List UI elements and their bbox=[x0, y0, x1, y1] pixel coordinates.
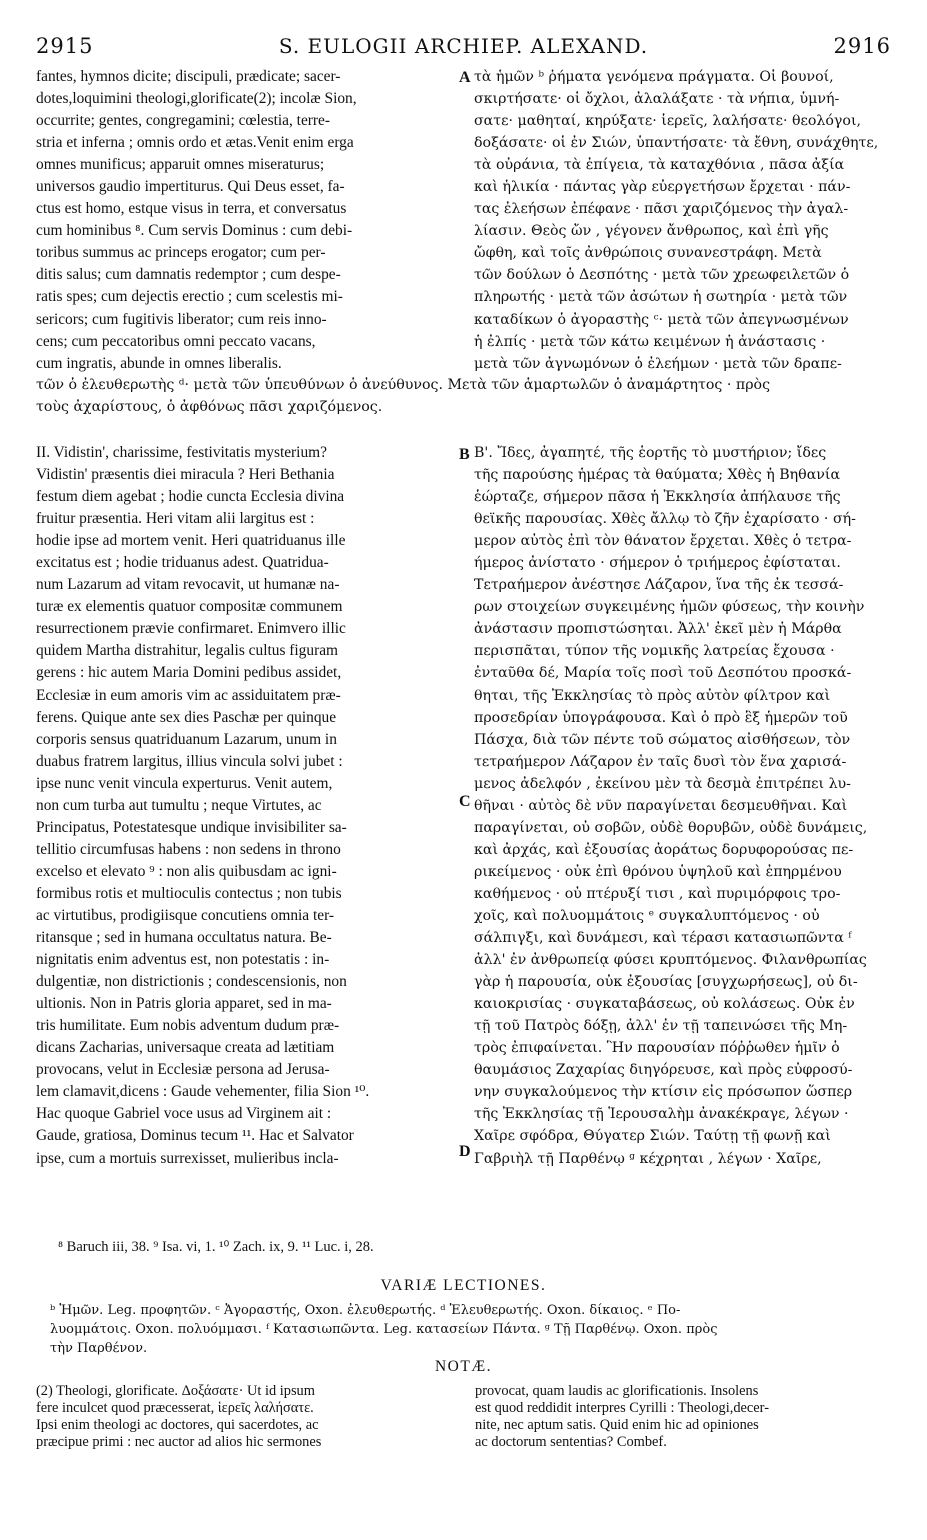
greek-text-line: προσεδρίαν ὑπογράφουσα. Καὶ ὁ πρὸ ἓξ ἡμερῶν τοῦ bbox=[474, 709, 848, 726]
margin-marker-a: A bbox=[459, 69, 471, 86]
latin-text-line: ac virtutibus, prodigiisque concutiens omnia ter- bbox=[36, 906, 335, 924]
latin-text-line: provocans, velut in Ecclesiæ persona ad Jerusa- bbox=[36, 1061, 330, 1079]
greek-text-line: ρικείμενος · οὐκ ἐπὶ θρόνου ὑψηλοῦ καὶ ἐπηρμένου bbox=[474, 863, 842, 880]
page-header bbox=[36, 34, 891, 66]
latin-text-line: cens; cum peccatoribus omni peccato vacans, bbox=[36, 332, 316, 350]
latin-text-line: corporis sensus quatriduanum Lazarum, unum in bbox=[36, 730, 337, 748]
greek-text-line: τῆς Ἐκκλησίας τῇ Ἱερουσαλὴμ ἀνακέκραγε, λέγων · bbox=[474, 1106, 849, 1123]
greek-text-line: θεϊκῆς παρουσίας. Χθὲς ἄλλῳ τὸ ζῆν ἐχαρίσατο · σή- bbox=[474, 511, 856, 528]
greek-text-line: τοὺς ἀχαρίστους, ὁ ἀφθόνως πᾶσι χαριζόμενος. bbox=[36, 399, 383, 416]
variae-lectiones bbox=[50, 1301, 889, 1358]
latin-text-line: formibus rotis et multioculis contectus ; non tubis bbox=[36, 884, 342, 902]
greek-text-line: τας ἐλεήσων ἐπέφανε · πᾶσι χαριζόμενος τὴν ἀγαλ- bbox=[474, 201, 849, 218]
latin-text-line: stria et inferna ; omnis ordo et ætas.Venit enim erga bbox=[36, 134, 354, 152]
greek-text-line: σκιρτήσατε· οἱ ὄχλοι, ἀλαλάξατε · τὰ νήπια, ὑμνή- bbox=[474, 91, 840, 108]
greek-text-line: καθήμενος · οὐ πτέρυξί τισι , καὶ πυριμόρφοις τρο- bbox=[474, 885, 841, 902]
greek-text-line: τρὸς ἐπιφαίνεται. Ἣν παρουσίαν πόῤῥωθεν ἡμῖν ὁ bbox=[474, 1040, 840, 1057]
greek-text-line: ἀνάστασιν προπιστώσηται. Ἀλλ' ἐκεῖ μὲν ἡ Μάρθα bbox=[474, 621, 842, 638]
note-line: ac doctorum sententias? Combef. bbox=[475, 1434, 667, 1450]
latin-text-line: Ecclesiæ in eum amoris vim ac assiduitatem præ- bbox=[36, 686, 341, 704]
greek-text-line: σατε· μαθηταί, κηρύξατε· ἱερεῖς, λαλήσατε· θεολόγοι, bbox=[474, 113, 862, 130]
latin-text-line: fruitur præsentia. Heri vitam alii largitus est : bbox=[36, 510, 315, 528]
greek-text-line: μερον αὐτὸς ἐπὶ τὸν θάνατον ἔρχεται. Χθὲς ὁ τετρα- bbox=[474, 533, 852, 550]
latin-text-line: ratis spes; cum dejectis erectio ; cum scelestis mi- bbox=[36, 288, 343, 306]
latin-text-line: dicans Zacharias, universaque creata ad lætitiam bbox=[36, 1039, 335, 1057]
greek-text-line: πληρωτής · μετὰ τῶν ἀσώτων ἡ σωτηρία · μετὰ τῶν bbox=[474, 289, 848, 306]
latin-text-line: tellitio circumfusas habens : non sedens in throno bbox=[36, 840, 341, 858]
latin-text-line: quidem Martha distrahitur, legalis cultus figuram bbox=[36, 642, 338, 660]
greek-text-line: θηται, τῆς Ἐκκλησίας τὸ πρὸς αὐτὸν φίλτρον καὶ bbox=[474, 687, 831, 704]
greek-text-line: νην συγκαλούμενος τὴν κτίσιν εἰς πρόσωπον ὥσπερ bbox=[474, 1084, 853, 1101]
latin-text-line: sericors; cum fugitivis liberator; cum reis inno- bbox=[36, 310, 327, 328]
latin-text-line: hodie ipse ad mortem venit. Heri quatriduanus ille bbox=[36, 532, 346, 550]
latin-text-line: Gaude, gratiosa, Dominus tecum ¹¹. Hac et Salvator bbox=[36, 1127, 354, 1145]
latin-text-line: Hac quoque Gabriel voce usus ad Virginem ait : bbox=[36, 1105, 332, 1123]
greek-text-line: ἑώρταζε, σήμερον πᾶσα ἡ Ἐκκλησία ἀπήλαυσε τῆς bbox=[474, 489, 841, 506]
variant-reading-line: ᵇ Ἡμῶν. Leg. προφητῶν. ᶜ Ἀγοραστής, Oxon. ἐλευθερωτής. ᵈ Ἐλευθερωτής. Oxon. δίκαιος. ᵉ Πο- bbox=[50, 1303, 681, 1318]
latin-text-line: excitatus est ; hodie triduanus adest. Quatridua- bbox=[36, 554, 329, 572]
greek-text-line: περισπᾶται, τύπον τῆς νομικῆς λατρείας ἔχουσα · bbox=[474, 643, 835, 660]
latin-text-line: num Lazarum ad vitam revocavit, ut humanæ na- bbox=[36, 576, 340, 594]
note-line: præcipue primi : nec auctor ad alios hic sermones bbox=[36, 1434, 322, 1450]
latin-text-line: festum diem agebat ; hodie cuncta Ecclesia divina bbox=[36, 488, 345, 506]
latin-text-line: dotes,loquimini theologi,glorificate(2); incolæ Sion, bbox=[36, 90, 357, 108]
greek-text-line: λίασιν. Θεὸς ὤν , γέγονεν ἄνθρωπος, καὶ ἐπὶ γῆς bbox=[474, 223, 829, 240]
latin-text-line: ferens. Quique ante sex dies Paschæ per quinque bbox=[36, 708, 337, 726]
greek-text-line: τὰ ἡμῶν ᵇ ῥήματα γενόμενα πράγματα. Οἱ βουνοί, bbox=[474, 69, 834, 85]
latin-text-line: non cum turba aut tumultu ; neque Virtutes, ac bbox=[36, 796, 322, 814]
greek-text-line: ἐνταῦθα δέ, Μαρία τοῖς ποσὶ τοῦ Δεσπότου προσκά- bbox=[474, 665, 852, 682]
greek-text-line: τῇ τοῦ Πατρὸς δόξῃ, ἀλλ' ἐν τῇ ταπεινώσει τῆς Μη- bbox=[474, 1018, 848, 1035]
greek-text-line: μενος ἀδελφόν , ἐκείνου μὲν τὰ δεσμὰ ἐπιτρέπει λυ- bbox=[474, 775, 851, 792]
latin-text-line: gerens : hic autem Maria Domini pedibus assidet, bbox=[36, 664, 342, 682]
variae-lectiones-title: VARIÆ LECTIONES. bbox=[380, 1277, 547, 1294]
latin-text-line: ipse nunc venit vincula experturus. Venit autem, bbox=[36, 774, 333, 792]
greek-text-line: παραγίνεται, οὐ σοβῶν, οὐδὲ θορυβῶν, οὐδὲ δυνάμεις, bbox=[474, 819, 868, 836]
running-title: S. EULOGII ARCHIEP. ALEXAND. bbox=[278, 34, 649, 58]
notae-right-column bbox=[475, 1383, 893, 1451]
latin-text-line: excelso et elevato ⁹ : non alis quibusdam ac igni- bbox=[36, 862, 337, 880]
greek-text-line: Γαβριὴλ τῇ Παρθένῳ ᵍ κέχρηται , λέγων · Χαῖρε, bbox=[474, 1150, 822, 1167]
latin-text-line: omnes munificus; apparuit omnes miseraturus; bbox=[36, 156, 325, 174]
greek-spanning-lines bbox=[36, 374, 894, 420]
greek-text-line: τῶν δούλων ὁ Δεσπότης · μετὰ τῶν χρεωφειλετῶν ὁ bbox=[474, 267, 850, 284]
greek-text-line: ήμερος ἀνίστατο · σήμερον ὁ τριήμερος ἐφίσταται. bbox=[474, 555, 841, 572]
greek-text-line: ἡ ἐλπίς · μετὰ τῶν κάτω κειμένων ἡ ἀνάστασις · bbox=[474, 333, 826, 350]
variant-reading-line: τὴν Παρθένον. bbox=[50, 1341, 148, 1356]
latin-text-line: cum hominibus ⁸. Cum servis Dominus : cum debi- bbox=[36, 222, 353, 240]
latin-text-line: ipse, cum a mortuis surrexisset, mulieribus incla- bbox=[36, 1149, 339, 1167]
note-line: Ipsi enim theologi ac doctores, qui sacerdotes, ac bbox=[36, 1417, 319, 1433]
margin-marker-c: C bbox=[459, 793, 471, 810]
greek-text-line: θῆναι · αὐτὸς δὲ νῦν παραγίνεται δεσμευθῆναι. Καὶ bbox=[474, 797, 848, 814]
latin-text-line: resurrectionem prævie confirmaret. Enimvero illic bbox=[36, 620, 346, 638]
page-number-right: 2916 bbox=[833, 34, 891, 58]
margin-marker-d: D bbox=[459, 1143, 471, 1160]
latin-text-line: turæ ex elementis quatuor compositæ communem bbox=[36, 598, 343, 616]
greek-text-line: ὤφθη, καὶ τοῖς ἀνθρώποις συνανεστράφη. Μετὰ bbox=[474, 245, 822, 262]
note-line: (2) Theologi, glorificate. Δοξάσατε· Ut id ipsum bbox=[36, 1383, 315, 1399]
notae-title: NOTÆ. bbox=[434, 1358, 492, 1375]
greek-text-line: θαυμάσιος Ζαχαρίας διηγόρευσε, καὶ πρὸς εὐφροσύ- bbox=[474, 1062, 853, 1079]
greek-text-line: σάλπιγξι, καὶ δυνάμεσι, καὶ τέρασι κατασιωπῶντα ᶠ bbox=[474, 930, 852, 947]
greek-text-line: τῶν ὁ ἐλευθερωτὴς ᵈ· μετὰ τῶν ὑπευθύνων ὁ ἀνεύθυνος. Μετὰ τῶν ἁμαρτωλῶν ὁ ἀναμάρτητος · πρὸς bbox=[36, 377, 771, 393]
greek-text-line: Χαῖρε σφόδρα, Θύγατερ Σιών. Ταύτῃ τῇ φωνῇ καὶ bbox=[474, 1128, 831, 1145]
latin-column-bottom bbox=[36, 442, 458, 1177]
greek-text-line: τετραήμερον Λάζαρον ἐν ταῖς δυσὶ τὸν ἕνα χαρισά- bbox=[474, 753, 847, 770]
notae-left-column bbox=[36, 1383, 460, 1451]
latin-text-line: Vidistin' præsentis diei miracula ? Heri Bethania bbox=[36, 466, 335, 484]
latin-text-line: ritansque ; sed in humana occultatus natura. Be- bbox=[36, 929, 332, 947]
greek-text-line: καὶ ἡλικία · πάντας γὰρ εὐεργετήσων ἔρχεται · πάν- bbox=[474, 179, 851, 196]
latin-text-line: tris humilitate. Eum nobis adventum dudum præ- bbox=[36, 1017, 340, 1035]
latin-text-line: ditis salus; cum damnatis redemptor ; cum despe- bbox=[36, 266, 341, 284]
greek-text-line: Β'. Ἴδες, ἀγαπητέ, τῆς ἑορτῆς τὸ μυστήριον; ἴδες bbox=[474, 445, 827, 461]
note-line: fere inculcet quod præcesserat, ἱερεῖς λαλήσατε. bbox=[36, 1400, 314, 1416]
greek-text-line: Τετραήμερον ἀνέστησε Λάζαρον, ἵνα τῆς ἐκ τεσσά- bbox=[474, 577, 844, 594]
latin-text-line: II. Vidistin', charissime, festivitatis mysterium? bbox=[36, 444, 327, 461]
margin-marker-b: B bbox=[459, 446, 470, 463]
greek-text-line: τὰ οὐράνια, τὰ ἐπίγεια, τὰ καταχθόνια , πᾶσα ἀξία bbox=[474, 157, 845, 174]
greek-text-line: μετὰ τῶν ἀγνωμόνων ὁ ἐλεήμων · μετὰ τῶν δραπε- bbox=[474, 355, 842, 372]
latin-text-line: nignitatis enim adventus est, non potestatis : in- bbox=[36, 951, 330, 969]
latin-text-line: occurrite; gentes, congregamini; cœlestia, terre- bbox=[36, 112, 331, 130]
variant-reading-line: λυομμάτοις. Oxon. πολυόμμασι. ᶠ Κατασιωπῶντα. Leg. κατασείων Πάντα. ᵍ Τῇ Παρθένῳ. Oxon. πρὸς bbox=[50, 1322, 718, 1337]
footnotes: ⁸ Baruch iii, 38. ⁹ Isa. vi, 1. ¹⁰ Zach. ix, 9. ¹¹ Luc. i, 28. bbox=[58, 1239, 374, 1255]
latin-text-line: ultionis. Non in Patris gloria apparet, sed in ma- bbox=[36, 995, 332, 1013]
greek-column-bottom bbox=[474, 442, 894, 1177]
latin-text-line: universos gaudio impertiturus. Qui Deus esset, fa- bbox=[36, 178, 345, 196]
greek-text-line: καιοκρισίας · συγκαταβάσεως, οὐ κολάσεως. Οὐκ ἐν bbox=[474, 996, 855, 1013]
latin-text-line: toribus summus ac princeps erogator; cum per- bbox=[36, 244, 326, 262]
note-line: est quod reddidit interpres Cyrilli : Theologi,decer- bbox=[475, 1400, 769, 1416]
latin-text-line: ctus est homo, estque visus in terra, et conversatus bbox=[36, 200, 347, 218]
note-line: nite, nec aptum satis. Quid enim hic ad opiniones bbox=[475, 1417, 759, 1433]
latin-column-top bbox=[36, 66, 458, 378]
page-number-left: 2915 bbox=[36, 34, 94, 58]
latin-text-line: fantes, hymnos dicite; discipuli, prædicate; sacer- bbox=[36, 68, 341, 85]
greek-text-line: καὶ ἀρχάς, καὶ ἐξουσίας ἀοράτως δορυφορούσας πε- bbox=[474, 841, 854, 858]
greek-text-line: καταδίκων ὁ ἀγοραστὴς ᶜ· μετὰ τῶν ἀπεγνωσμένων bbox=[474, 311, 849, 328]
greek-text-line: χοῖς, καὶ πολυομμάτοις ᵉ συγκαλυπτόμενος · οὐ bbox=[474, 907, 820, 924]
greek-text-line: ρων στοιχείων συγκειμένης ἡμῶν φύσεως, τὴν κοινὴν bbox=[474, 599, 865, 616]
greek-text-line: γὰρ ἡ παρουσία, οὐκ ἐξουσίας [συγχωρήσεως], οὐ δι- bbox=[474, 974, 858, 991]
note-line: provocat, quam laudis ac glorificationis. Insolens bbox=[475, 1383, 759, 1399]
latin-text-line: duabus fratrem largitus, illius vincula solvi jubet : bbox=[36, 752, 343, 770]
latin-text-line: lem clamavit,dicens : Gaude vehementer, filia Sion ¹⁰. bbox=[36, 1083, 370, 1101]
greek-text-line: τῆς παρούσης ἡμέρας τὰ θαύματα; Χθὲς ἡ Βηθανία bbox=[474, 467, 841, 484]
greek-column-top bbox=[474, 66, 894, 378]
greek-text-line: ἀλλ' ἐν ἀνθρωπείᾳ φύσει κρυπτόμενος. Φιλανθρωπίας bbox=[474, 952, 867, 969]
latin-text-line: Principatus, Potestatesque undique invisibiliter sa- bbox=[36, 818, 347, 836]
latin-text-line: cum ingratis, abunde in omnes liberalis. bbox=[36, 354, 282, 372]
latin-text-line: dulgentiæ, non districtionis ; condescensionis, non bbox=[36, 973, 347, 991]
greek-text-line: Πάσχα, διὰ τῶν πέντε τοῦ σώματος αἰσθήσεων, τὸν bbox=[474, 731, 851, 748]
greek-text-line: δοξάσατε· οἱ ἐν Σιών, ὑπαντήσατε· τὰ ἔθνη, συνάχθητε, bbox=[474, 135, 879, 152]
